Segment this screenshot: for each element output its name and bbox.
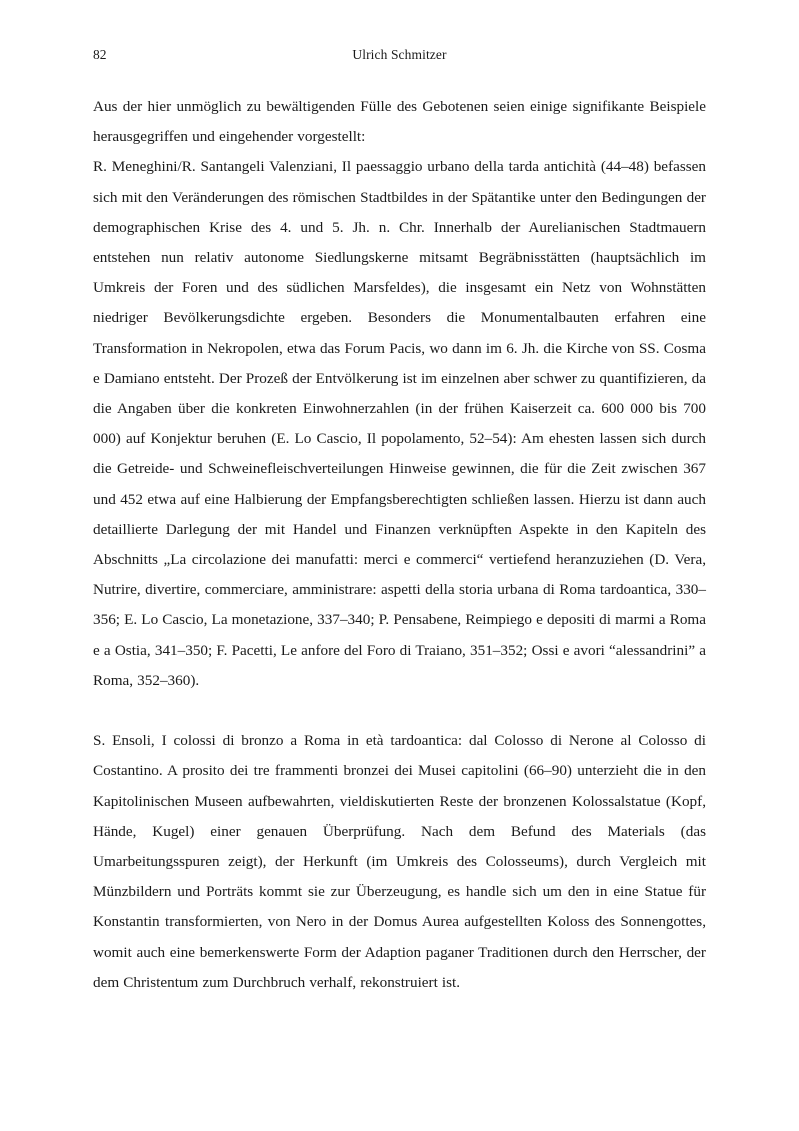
page-number: 82 (93, 47, 107, 62)
paragraph-intro: Aus der hier unmöglich zu bewältigenden Fülle des Gebotenen seien einige signifikante Beispiele herausgegriffen und eingehender vorgestellt: (93, 98, 706, 146)
running-head (93, 45, 706, 65)
paragraph-meneghini-review: R. Meneghini/R. Santangeli Valenziani, Il paessaggio urbano della tarda antichità (44–48) befassen sich mit den Veränderungen des römischen Stadtbildes in der Spätantike unter den Bedingungen der demographischen Krise des 4. und 5. Jh. n. Chr. Innerhalb der Aurelianischen Stadtmauern entstehen nun relativ autonome Siedlungskerne mitsamt Begräbnisstätten (hauptsächlich im Umkreis der Foren und des südlichen Marsfeldes), die insgesamt ein Netz von Wohnstätten niedriger Bevölkerungsdichte ergeben. Besonders die Monumentalbauten erfahren eine Transformation in Nekropolen, etwa das Forum Pacis, wo dann im 6. Jh. die Kirche von SS. Cosma e Damiano entsteht. Der Prozeß der Entvölkerung ist im einzelnen aber schwer zu quantifizieren, da die Angaben über die konkreten Einwohnerzahlen (in der frühen Kaiserzeit ca. 600 000 bis 700 000) auf Konjektur beruhen (E. Lo Cascio, Il popolamento, 52–54): Am ehesten lassen sich durch die Getreide- und Schweinefleischverteilungen Hinweise gewinnen, die für die Zeit zwischen 367 und 452 etwa auf eine Halbierung der Empfangsberechtigten schließen lassen. Hierzu ist dann auch detaillierte Darlegung der mit Handel und Finanzen verknüpften Aspekte in den Kapiteln des Abschnitts „La circolazione dei manufatti: merci e commerci“ vertiefend heranzuziehen (D. Vera, Nutrire, divertire, commerciare, amministrare: aspetti della storia urbana di Roma tardoantica, 330–356; E. Lo Cascio, La monetazione, 337–340; P. Pensabene, Reimpiego e depositi di marmi a Roma e a Ostia, 341–350; F. Pacetti, Le anfore del Foro di Traiano, 351–352; Ossi e avori “alessandrini” a Roma, 352–360). (93, 158, 706, 689)
paragraph-ensoli-review: S. Ensoli, I colossi di bronzo a Roma in età tardoantica: dal Colosso di Nerone al Colosso di Costantino. A prosito dei tre frammenti bronzei dei Musei capitolini (66–90) unterzieht die in den Kapitolinischen Museen aufbewahrten, vieldiskutierten Reste der bronzenen Kolossalstatue (Kopf, Hände, Kugel) einer genauen Überprüfung. Nach dem Befund des Materials (das Umarbeitungsspuren zeigt), der Herkunft (im Umkreis des Colosseums), durch Vergleich mit Münzbildern und Porträts kommt sie zur Überzeugung, es handle sich um den in eine Statue für Konstantin transformierten, von Nero in der Domus Aurea aufgestellten Koloss des Sonnengottes, womit auch eine bemerkenswerte Form der Adaption paganer Traditionen durch den Herrscher, der dem Christentum zum Durchbruch verhalf, rekonstruiert ist. (93, 732, 706, 991)
running-head-title: Ulrich Schmitzer (352, 47, 447, 62)
body-text (93, 92, 706, 998)
